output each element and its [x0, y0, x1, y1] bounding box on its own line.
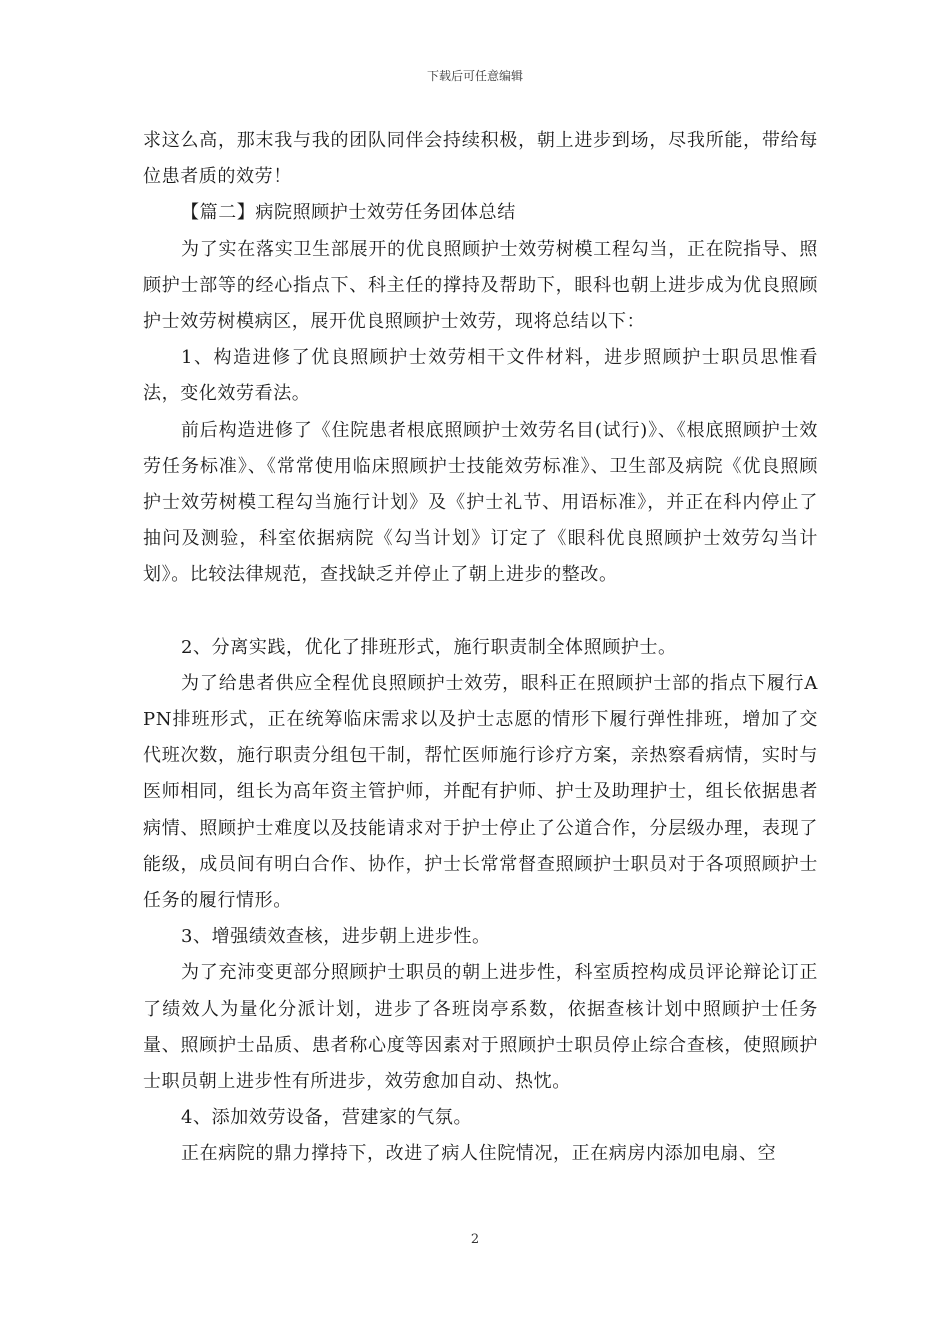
paragraph: 为了充沛变更部分照顾护士职员的朝上进步性，科室质控构成员评论辩论订正了绩效人为量化分派计划，进步了各班岗亭系数，依据查核计划中照顾护士任务量、照顾护士品质、患者称心度等因素对于照顾护士职员停止综合查核，使照顾护士职员朝上进步性有所进步，效劳愈加自动、热忱。	[143, 962, 818, 1093]
list-item-heading: 3、增强绩效查核，进步朝上进步性。	[181, 926, 491, 948]
paragraph: 正在病院的鼎力撑持下，改进了病人住院情况，正在病房内添加电扇、空	[181, 1143, 777, 1165]
document-body	[143, 123, 818, 1173]
paragraph: 求这么高，那末我与我的团队同伴会持续积极，朝上进步到场，尽我所能，带给每位患者质的效劳！	[143, 130, 818, 188]
paragraph: 为了给患者供应全程优良照顾护士效劳，眼科正在照顾护士部的指点下履行APN排班形式，正在统筹临床需求以及护士志愿的情形下履行弹性排班，增加了交代班次数，施行职责分组包干制，帮忙医师施行诊疗方案，亲热察看病情，实时与医师相同，组长为高年资主管护师，并配有护师、护士及助理护士，组长依据患者病情、照顾护士难度以及技能请求对于护士停止了公道合作，分层级办理，表现了能级，成员间有明白合作、协作，护士长常常督查照顾护士职员对于各项照顾护士任务的履行情形。	[143, 672, 818, 912]
page-header: 下载后可任意编辑	[426, 69, 523, 83]
paragraph: 前后构造进修了《住院患者根底照顾护士效劳名目(试行)》、《根底照顾护士效劳任务标准》、《常常使用临床照顾护士技能效劳标准》、卫生部及病院《优良照顾护士效劳树模工程勾当施行计划》及《护士礼节、用语标准》，并正在科内停止了抽问及测验，科室依据病院《勾当计划》订定了《眼科优良照顾护士效劳勾当计划》。比较法律规范，查找缺乏并停止了朝上进步的整改。	[143, 419, 818, 586]
page-number: 2	[470, 1232, 480, 1247]
list-item-heading: 4、添加效劳设备，营建家的气氛。	[181, 1107, 473, 1129]
list-item-heading: 2、分离实践，优化了排班形式，施行职责制全体照顾护士。	[181, 636, 677, 658]
paragraph: 为了实在落实卫生部展开的优良照顾护士效劳树模工程勾当，正在院指导、照顾护士部等的经心指点下、科主任的撑持及帮助下，眼科也朝上进步成为优良照顾护士效劳树模病区，展开优良照顾护士效劳，现将总结以下：	[143, 238, 818, 333]
list-item-heading: 1、构造进修了优良照顾护士效劳相干文件材料，进步照顾护士职员思惟看法，变化效劳看法。	[143, 347, 818, 405]
section-heading: 【篇二】病院照顾护士效劳任务团体总结	[181, 202, 516, 224]
